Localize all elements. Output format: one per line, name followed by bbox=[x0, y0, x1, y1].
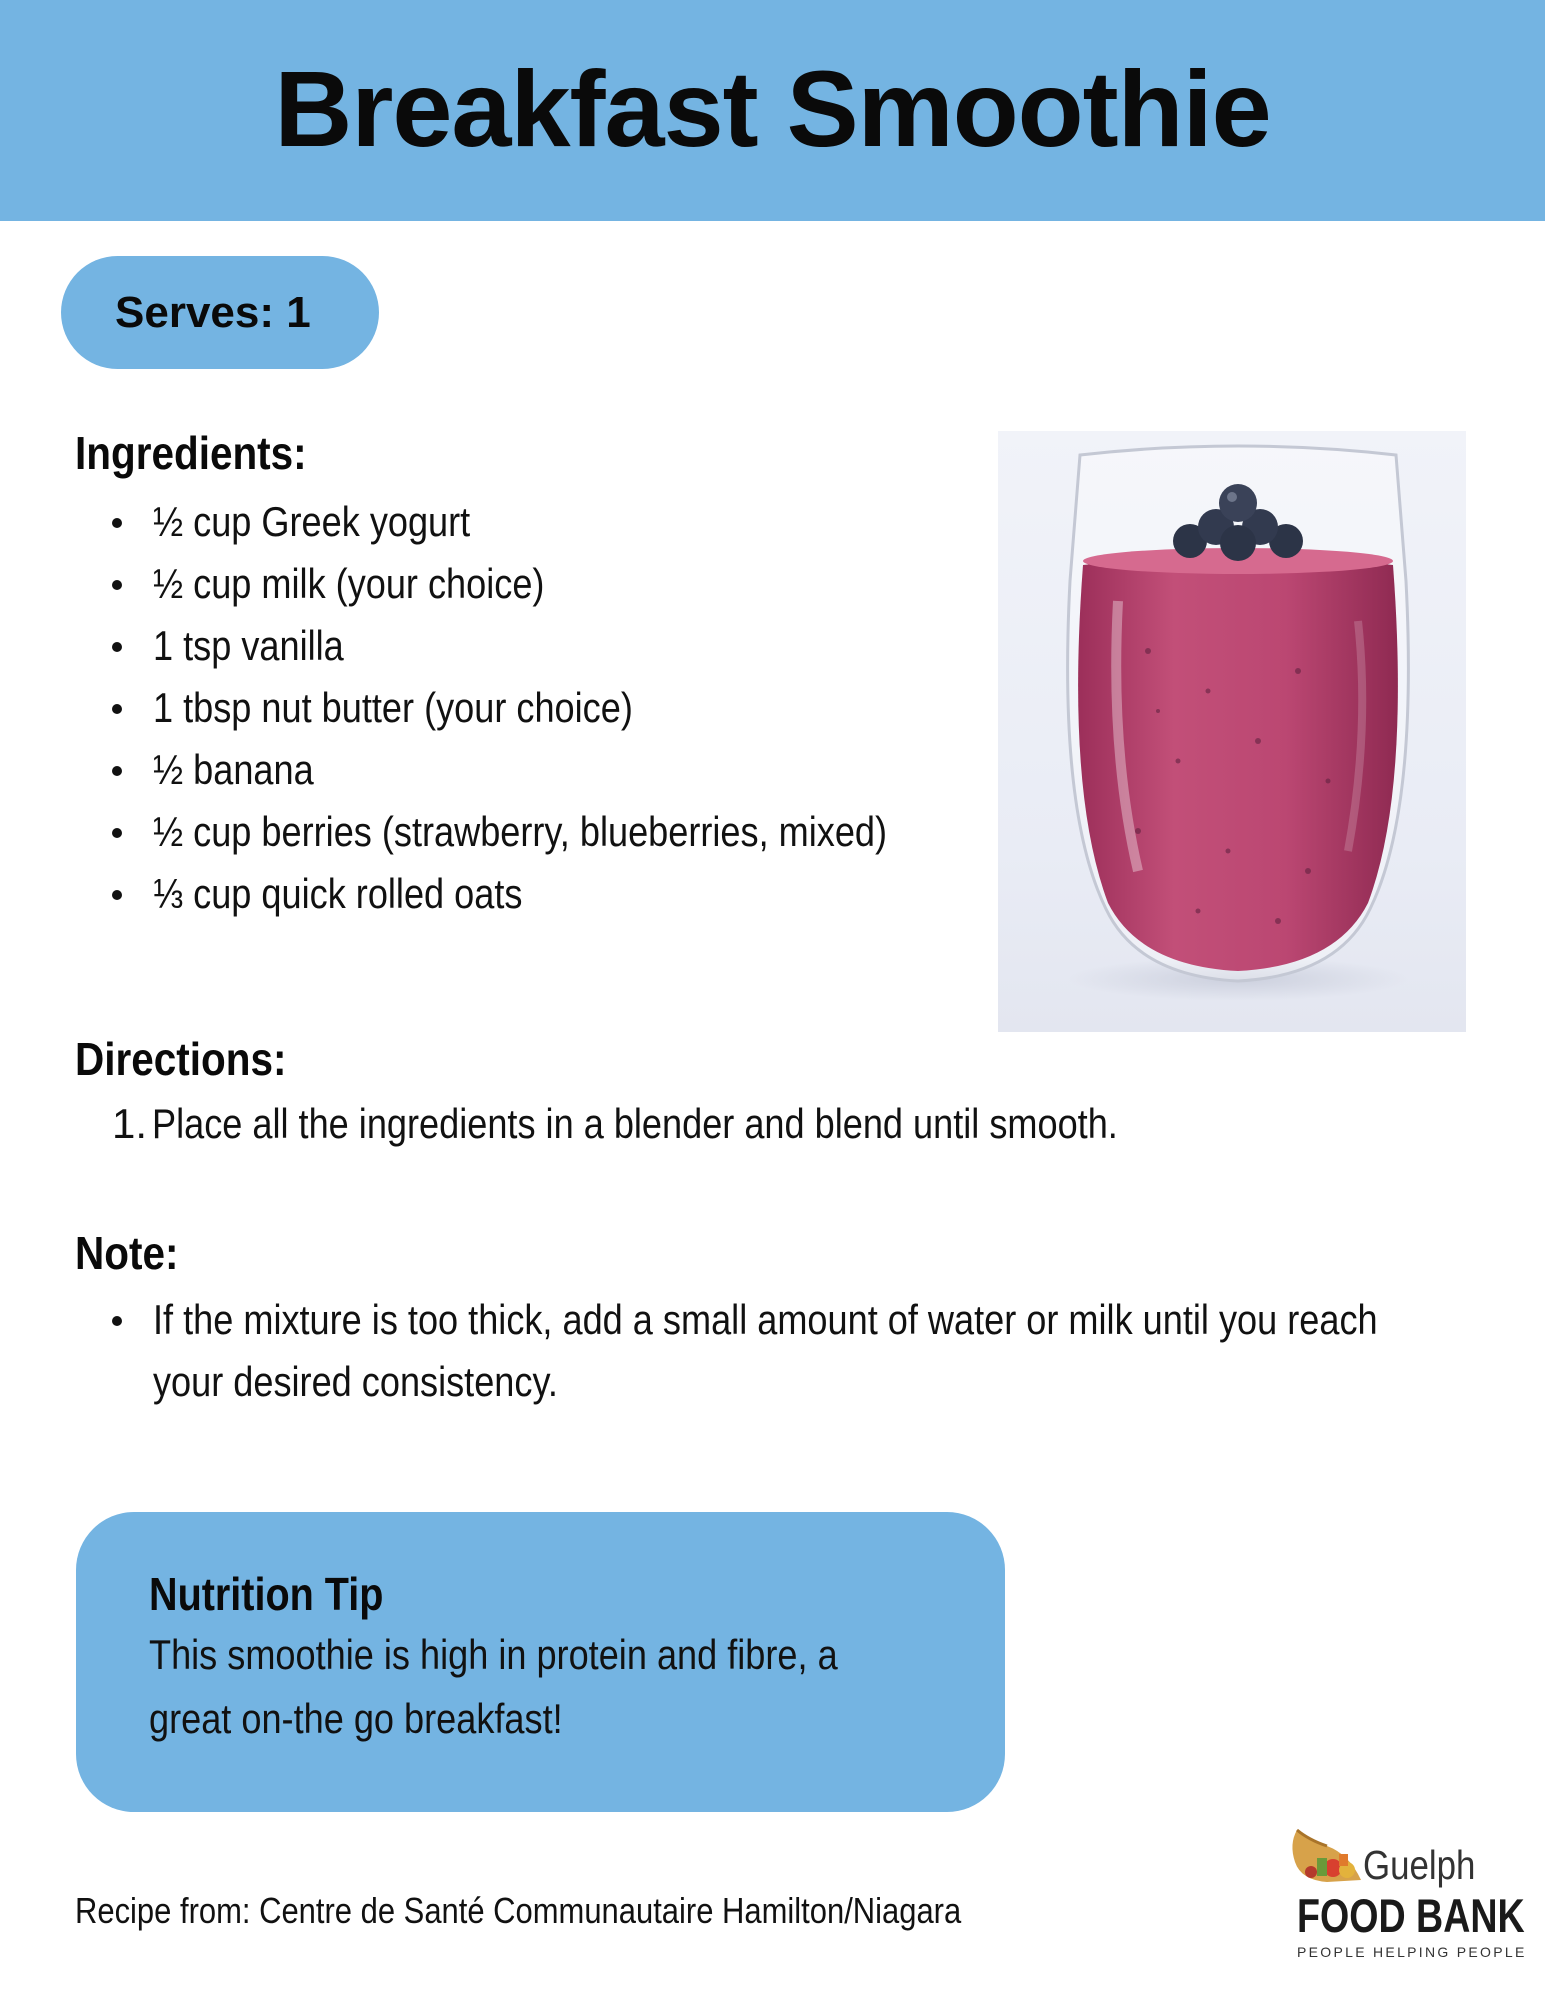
serves-badge: Serves: 1 bbox=[61, 256, 379, 369]
ingredients-list bbox=[112, 491, 1007, 925]
smoothie-glass-illustration bbox=[998, 431, 1466, 1032]
cornucopia-icon bbox=[1287, 1824, 1367, 1886]
logo-line-food-bank: FOOD BANK bbox=[1297, 1889, 1525, 1942]
note-item bbox=[112, 1289, 1462, 1413]
ingredient-item: ½ cup milk (your choice) bbox=[112, 553, 1007, 615]
step-text: Place all the ingredients in a blender and blend until smooth. bbox=[152, 1100, 1118, 1147]
bullet-icon bbox=[112, 890, 122, 900]
title-banner bbox=[0, 0, 1545, 221]
nutrition-tip-box bbox=[76, 1512, 1005, 1812]
bullet-icon bbox=[112, 704, 122, 714]
recipe-credit: Recipe from: Centre de Santé Communautaire Hamilton/Niagara bbox=[75, 1890, 962, 1931]
ingredient-item: ½ cup Greek yogurt bbox=[112, 491, 1007, 553]
ingredients-heading: Ingredients: bbox=[75, 427, 307, 479]
logo-tagline: PEOPLE HELPING PEOPLE bbox=[1297, 1944, 1527, 1960]
note-text: If the mixture is too thick, add a small amount of water or milk until you reach your desired consistency. bbox=[153, 1296, 1378, 1405]
bullet-icon bbox=[112, 642, 122, 652]
step-number: 1. bbox=[112, 1100, 148, 1147]
smoothie-photo bbox=[998, 431, 1466, 1032]
ingredient-item: ½ banana bbox=[112, 739, 1007, 801]
note-heading: Note: bbox=[75, 1227, 179, 1279]
nutrition-tip-body: This smoothie is high in protein and fibre, a great on-the go breakfast! bbox=[149, 1631, 838, 1742]
bullet-icon bbox=[112, 580, 122, 590]
page-title: Breakfast Smoothie bbox=[274, 48, 1271, 169]
ingredient-item: 1 tbsp nut butter (your choice) bbox=[112, 677, 1007, 739]
ingredient-item: ⅓ cup quick rolled oats bbox=[112, 863, 1007, 925]
ingredient-item: ½ cup berries (strawberry, blueberries, mixed) bbox=[112, 801, 1007, 863]
logo-line-guelph: Guelph bbox=[1363, 1842, 1476, 1888]
bullet-icon bbox=[112, 518, 122, 528]
direction-step bbox=[112, 1093, 1275, 1155]
nutrition-tip-title: Nutrition Tip bbox=[149, 1568, 384, 1620]
guelph-food-bank-logo bbox=[1287, 1820, 1527, 1970]
bullet-icon bbox=[112, 766, 122, 776]
bullet-icon bbox=[112, 828, 122, 838]
directions-heading: Directions: bbox=[75, 1033, 287, 1085]
ingredient-item: 1 tsp vanilla bbox=[112, 615, 1007, 677]
bullet-icon bbox=[112, 1316, 122, 1326]
